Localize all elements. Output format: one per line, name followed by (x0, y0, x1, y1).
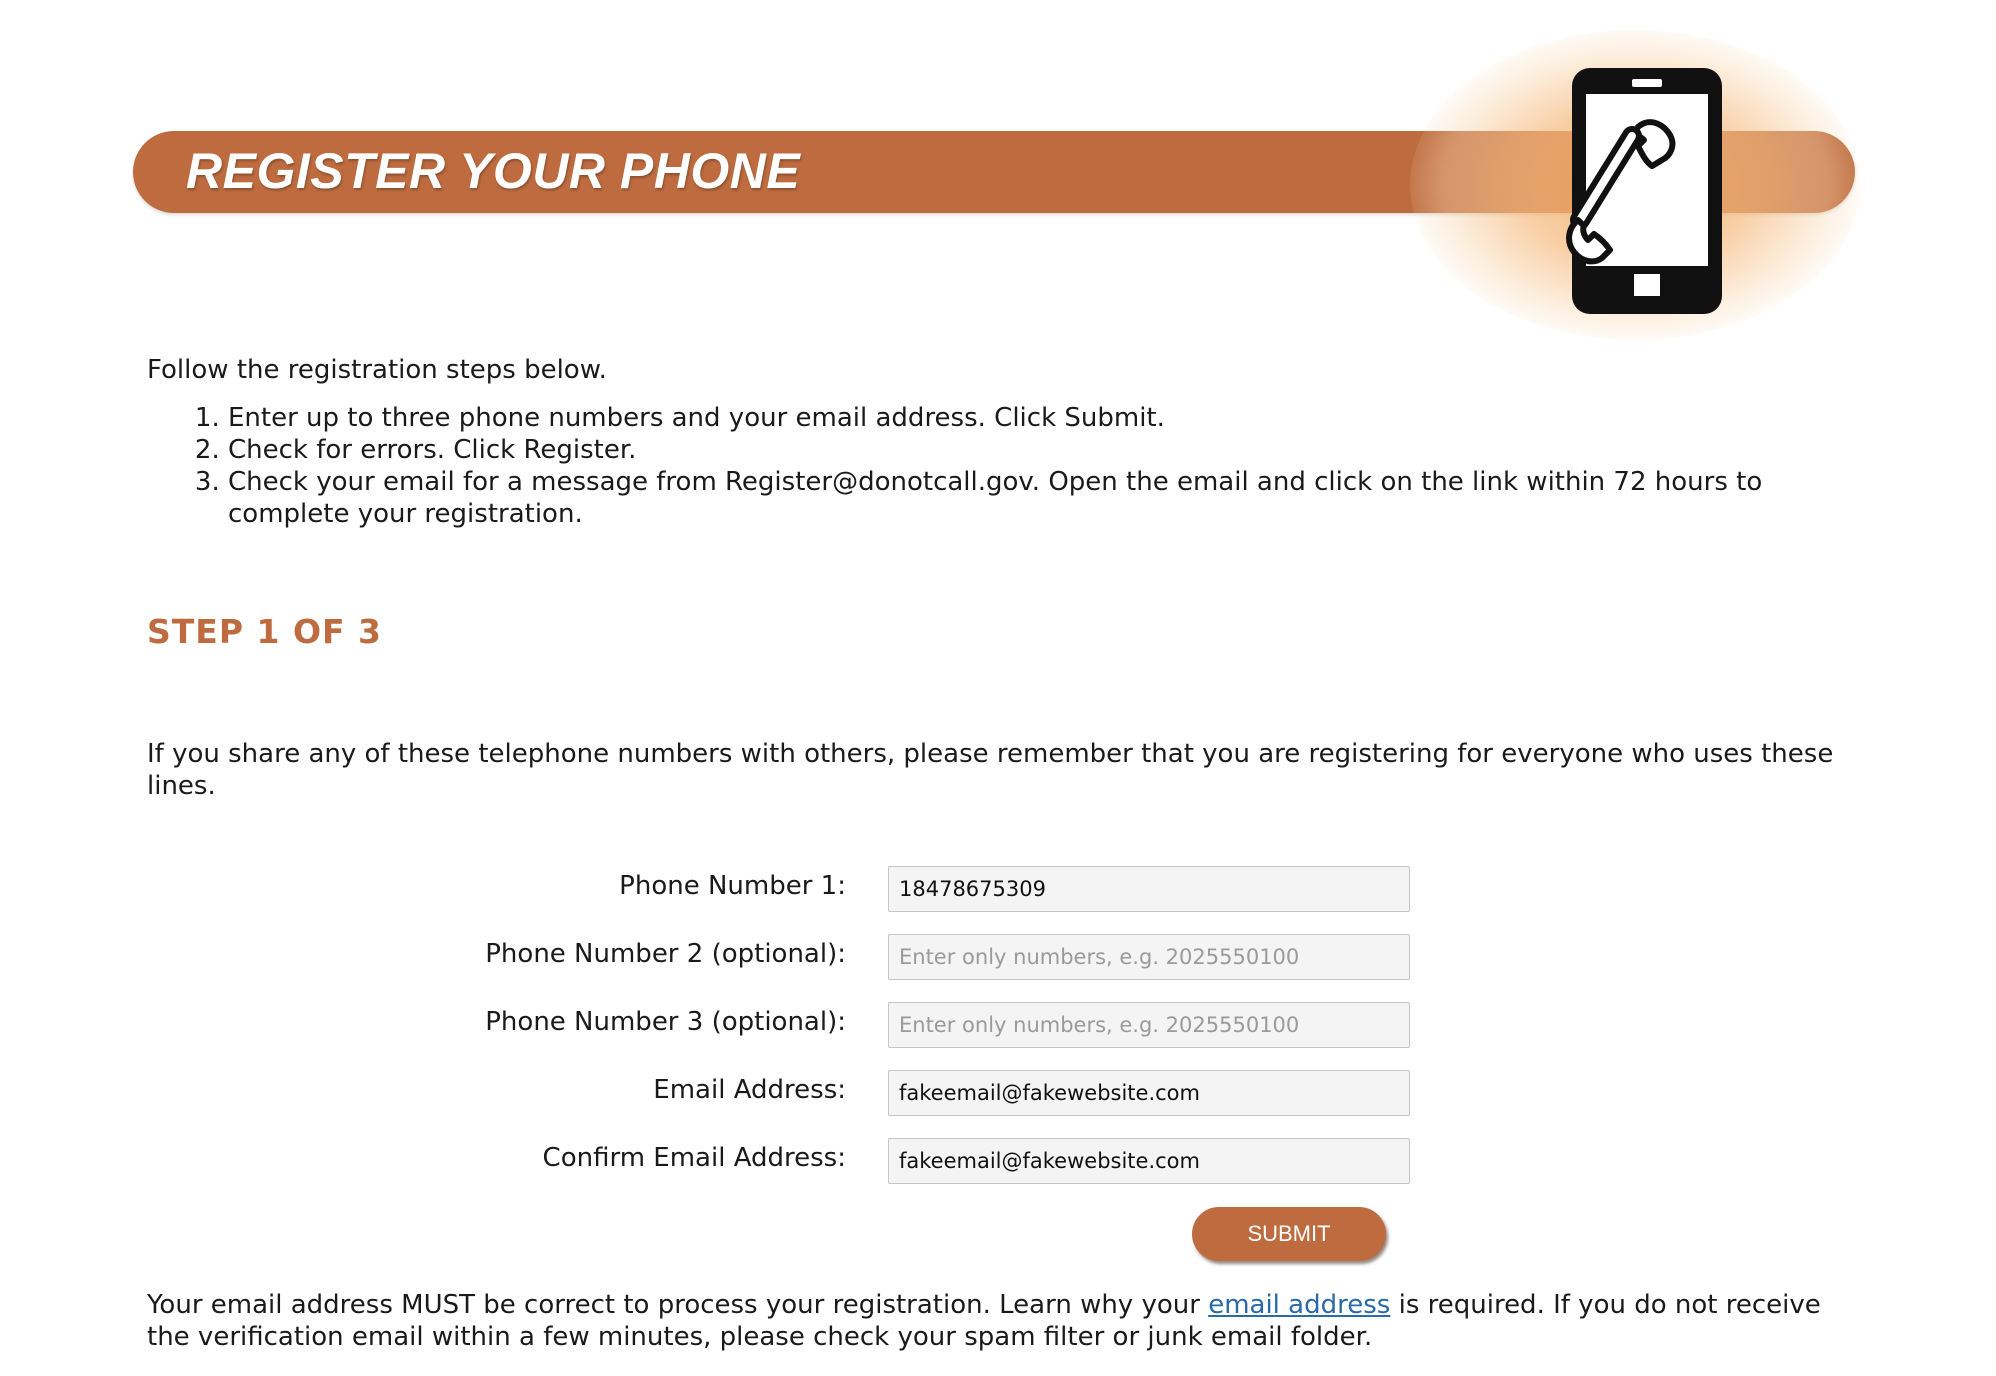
step-item: 3. Check your email for a message from Register@donotcall.gov. Open the email and click on the link within 72 hours to complete your registration. (228, 466, 1867, 530)
phone1-input[interactable] (888, 866, 1410, 912)
email-label: Email Address: (653, 1075, 846, 1105)
email-input[interactable] (888, 1070, 1410, 1116)
phone1-row (0, 866, 1996, 914)
phone2-input[interactable] (888, 934, 1410, 980)
email-row (0, 1070, 1996, 1118)
phone2-label: Phone Number 2 (optional): (485, 939, 846, 969)
footer-text-before: Your email address MUST be correct to process your registration. Learn why your (147, 1290, 1209, 1320)
email-address-link[interactable]: email address (1208, 1290, 1391, 1320)
step-item: 2. Check for errors. Click Register. (228, 434, 1867, 466)
footer-note (147, 1289, 1867, 1353)
instructions (147, 354, 1867, 530)
submit-button[interactable]: SUBMIT (1192, 1207, 1386, 1261)
phone2-row (0, 934, 1996, 982)
phone3-row (0, 1002, 1996, 1050)
phone3-label: Phone Number 3 (optional): (485, 1007, 846, 1037)
confirm-email-input[interactable] (888, 1138, 1410, 1184)
mobile-phone-handset-icon (1490, 60, 1730, 320)
intro-text: Follow the registration steps below. (147, 355, 607, 385)
page-banner (0, 0, 1996, 340)
steps-list (147, 402, 1867, 530)
phone3-input[interactable] (888, 1002, 1410, 1048)
phone1-label: Phone Number 1: (619, 871, 846, 901)
share-note: If you share any of these telephone numbers with others, please remember that you are registering for everyone who uses these lines. (147, 739, 1834, 801)
page-title: REGISTER YOUR PHONE (186, 143, 801, 199)
step-heading: STEP 1 OF 3 (147, 612, 382, 651)
confirm-email-label: Confirm Email Address: (542, 1143, 846, 1173)
footer-text-after: is required. If you do not receive the verification email within a few minutes, please check your spam filter or junk email folder. (147, 1290, 1821, 1352)
confirm-email-row (0, 1138, 1996, 1186)
step-item: 1. Enter up to three phone numbers and your email address. Click Submit. (228, 402, 1867, 434)
